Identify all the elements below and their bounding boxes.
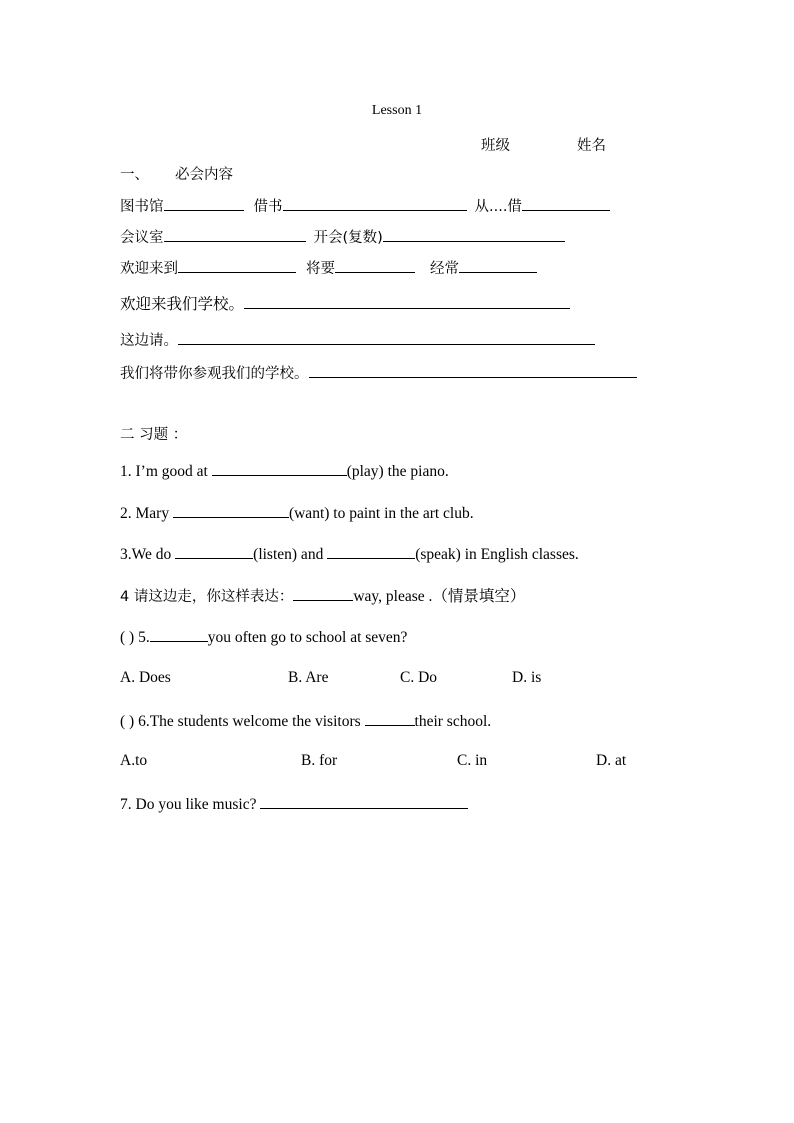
q6-option-d[interactable]: D. at	[596, 752, 627, 769]
question-6-text: 6.The students welcome the visitors	[134, 713, 365, 730]
question-3-hint-2: (speak) in English classes.	[415, 546, 579, 563]
answer-blank[interactable]	[178, 330, 595, 345]
page-title: Lesson 1	[371, 103, 423, 118]
section1-heading-number: 一、	[120, 167, 149, 183]
answer-paren[interactable]: ( )	[120, 713, 135, 730]
q5-option-d[interactable]: D. is	[512, 669, 542, 686]
answer-blank[interactable]	[150, 627, 208, 642]
vocab-have-meetings: 开会(复数)	[313, 230, 383, 246]
question-3-hint-1: (listen) and	[253, 546, 328, 563]
answer-blank[interactable]	[309, 363, 637, 378]
answer-blank[interactable]	[175, 544, 253, 559]
vocab-library: 图书馆	[120, 199, 164, 215]
answer-blank[interactable]	[327, 544, 415, 559]
sentence-welcome: 欢迎来我们学校。	[120, 295, 245, 313]
answer-blank[interactable]	[459, 258, 537, 273]
question-7	[120, 794, 468, 815]
question-1	[120, 461, 449, 482]
vocab-will: 将要	[306, 261, 335, 277]
answer-blank[interactable]	[173, 503, 289, 518]
question-2	[120, 503, 474, 524]
question-2-hint: (want) to paint in the art club.	[288, 505, 474, 522]
q6-option-c[interactable]: C. in	[457, 752, 488, 769]
class-label: 班级	[481, 138, 510, 154]
answer-blank[interactable]	[212, 461, 347, 476]
section1-heading	[120, 165, 233, 185]
vocab-meeting-room: 会议室	[120, 230, 164, 246]
sentence-this-way: 这边请。	[120, 333, 178, 349]
q6-option-b[interactable]: B. for	[301, 752, 338, 769]
answer-blank[interactable]	[260, 794, 468, 809]
answer-blank[interactable]	[383, 227, 565, 242]
answer-paren[interactable]: ( )	[120, 629, 135, 646]
answer-blank[interactable]	[244, 294, 570, 309]
q5-option-a[interactable]: A. Does	[120, 669, 171, 686]
sentence-row-3	[120, 363, 637, 384]
vocab-borrow-from: 从....借	[474, 199, 522, 215]
answer-blank[interactable]	[164, 196, 244, 211]
question-5	[120, 627, 407, 648]
question-5-text: you often go to school at seven?	[207, 629, 408, 646]
answer-blank[interactable]	[365, 711, 415, 726]
vocab-welcome-to: 欢迎来到	[120, 261, 178, 277]
question-1-hint: (play) the piano.	[346, 463, 449, 480]
question-1-text: 1. I’m good at	[120, 463, 212, 480]
q6-option-a[interactable]: A.to	[120, 752, 148, 769]
answer-blank[interactable]	[293, 586, 353, 601]
question-4	[120, 586, 525, 607]
vocab-row-3	[120, 258, 537, 279]
q5-option-b[interactable]: B. Are	[288, 669, 329, 686]
vocab-borrow-book: 借书	[253, 199, 283, 215]
sentence-row-1	[120, 294, 570, 314]
question-4-hint: way, please .（情景填空）	[353, 588, 526, 605]
question-3-text: 3.We do	[120, 546, 176, 563]
question-5-number: 5.	[134, 629, 150, 646]
vocab-often: 经常	[430, 261, 459, 277]
answer-blank[interactable]	[335, 258, 415, 273]
name-label: 姓名	[577, 138, 606, 154]
section1-heading-text: 必会内容	[175, 167, 233, 183]
vocab-row-2	[120, 227, 565, 248]
question-2-text: 2. Mary	[120, 505, 173, 522]
sentence-row-2	[120, 330, 595, 351]
section2-heading: 二 习题 ：	[120, 427, 188, 443]
answer-blank[interactable]	[164, 227, 306, 242]
question-4-text: 4 请这边走，你这样表达：	[120, 589, 294, 605]
question-7-text: 7. Do you like music?	[120, 796, 261, 813]
question-6	[120, 711, 491, 732]
sentence-show-around: 我们将带你参观我们的学校。	[120, 366, 309, 382]
vocab-row-1	[120, 196, 610, 217]
answer-blank[interactable]	[283, 196, 467, 211]
answer-blank[interactable]	[522, 196, 610, 211]
question-6-text-end: their school.	[414, 713, 492, 730]
answer-blank[interactable]	[178, 258, 296, 273]
question-3	[120, 544, 579, 565]
q5-option-c[interactable]: C. Do	[400, 669, 438, 686]
